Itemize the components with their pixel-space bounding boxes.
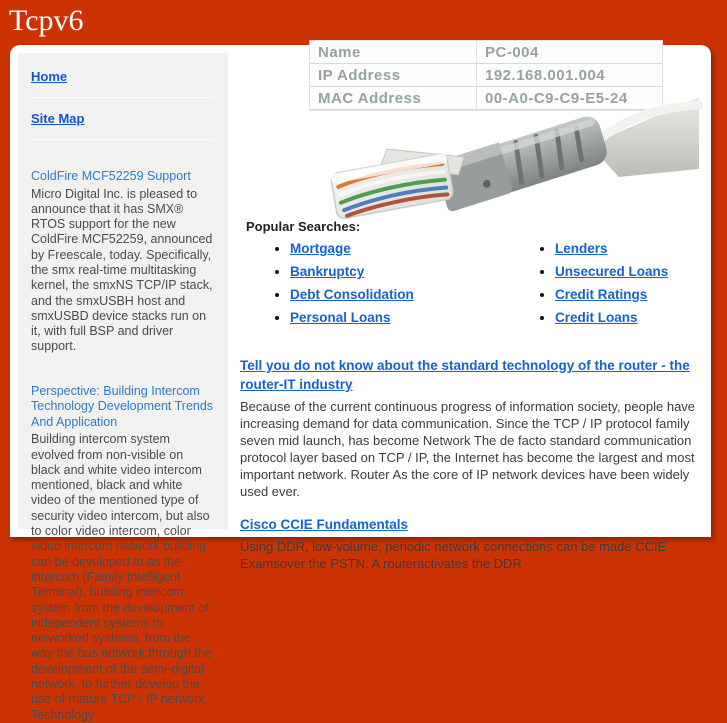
list-item — [290, 311, 505, 324]
sidebar-post-body: Building intercom system evolved from non-visible on black and white video intercom mentioned, black and white video of the mentioned type of security video intercom, but also to color video intercom, color video intercom network building can be developed to as the intercom (Family Intelligent Terminal), building intercom system from the development of independent systems to networked systems, from the way the bus network through the development of the semi-digital network, to further develop the use of mature TCP / IP network Technology — [31, 432, 212, 722]
config-ip-value: 192.168.001.004 — [477, 64, 663, 87]
sidebar-post — [31, 384, 215, 723]
sidebar-post-body: Micro Digital Inc. is pleased to announce that it has SMX® RTOS support for the new ColdFire MCF52259, announced by Freescale, today. Specifically, the smx real-time multitasking kernel, the smxNS TCP/IP stack, and the smxUSBH host and smxUSBD device stacks run on it, with full BSP and driver support. — [31, 186, 213, 354]
popular-link-credit-ratings[interactable]: Credit Ratings — [555, 287, 648, 302]
article-title-router[interactable]: Tell you do not know about the standard technology of the router - the router-IT industry — [240, 358, 690, 392]
content-box — [10, 43, 711, 722]
popular-searches-heading: Popular Searches: — [246, 219, 361, 234]
list-item — [290, 288, 505, 301]
popular-link-personal-loans[interactable]: Personal Loans — [290, 310, 391, 325]
sidebar-post — [31, 169, 215, 355]
ethernet-cable-photo — [240, 43, 699, 203]
popular-link-lenders[interactable]: Lenders — [555, 241, 608, 256]
article — [240, 515, 699, 572]
config-name-label: Name — [310, 41, 477, 64]
popular-link-debt-consolidation[interactable]: Debt Consolidation — [290, 287, 414, 302]
sidebar-post-title-coldfire[interactable]: ColdFire MCF52259 Support — [31, 169, 191, 183]
main-content — [240, 43, 703, 571]
popular-link-mortgage[interactable]: Mortgage — [290, 241, 351, 256]
sidebar-item-sitemap[interactable]: Site Map — [31, 111, 85, 126]
sidebar-divider — [31, 139, 215, 140]
article-body: Because of the current continuous progress of information society, people have increasing demand for data communication. Since the TCP / IP protocol family seven mid launch, has become Network The de facto standard communication protocol layer based on TCP / IP, the Internet has become the largest and most important network. Router As the core of IP network devices have been widely used ever. — [240, 399, 696, 499]
list-item — [555, 265, 668, 278]
popular-link-credit-loans[interactable]: Credit Loans — [555, 310, 638, 325]
config-mac-label: MAC Address — [310, 87, 477, 110]
page-header — [0, 0, 727, 45]
list-item — [290, 265, 505, 278]
article-body: Using DDR, low-volume, periodic network connections can be made CCIE Examsover the PSTN. A routeractivates the DDR — [240, 539, 667, 571]
list-item — [555, 288, 668, 301]
site-title: Tcpv6 — [9, 4, 84, 37]
list-item — [290, 242, 505, 255]
config-name-value: PC-004 — [477, 41, 663, 64]
sidebar-post-title-intercom[interactable]: Perspective: Building Intercom Technology Development Trends And Application — [31, 383, 214, 429]
sidebar-divider — [31, 97, 215, 98]
sidebar — [18, 53, 228, 722]
list-item — [555, 242, 668, 255]
rj45-connector-illustration — [240, 53, 699, 203]
popular-link-bankruptcy[interactable]: Bankruptcy — [290, 264, 365, 279]
article — [240, 356, 699, 500]
sidebar-item-home[interactable]: Home — [31, 69, 68, 84]
config-ip-label: IP Address — [310, 64, 477, 87]
article-title-ccie[interactable]: Cisco CCIE Fundamentals — [240, 517, 409, 532]
popular-link-unsecured-loans[interactable]: Unsecured Loans — [555, 264, 669, 279]
config-mac-value: 00-A0-C9-C9-E5-24 — [477, 87, 663, 110]
list-item — [555, 311, 668, 324]
popular-searches-list — [240, 242, 699, 334]
